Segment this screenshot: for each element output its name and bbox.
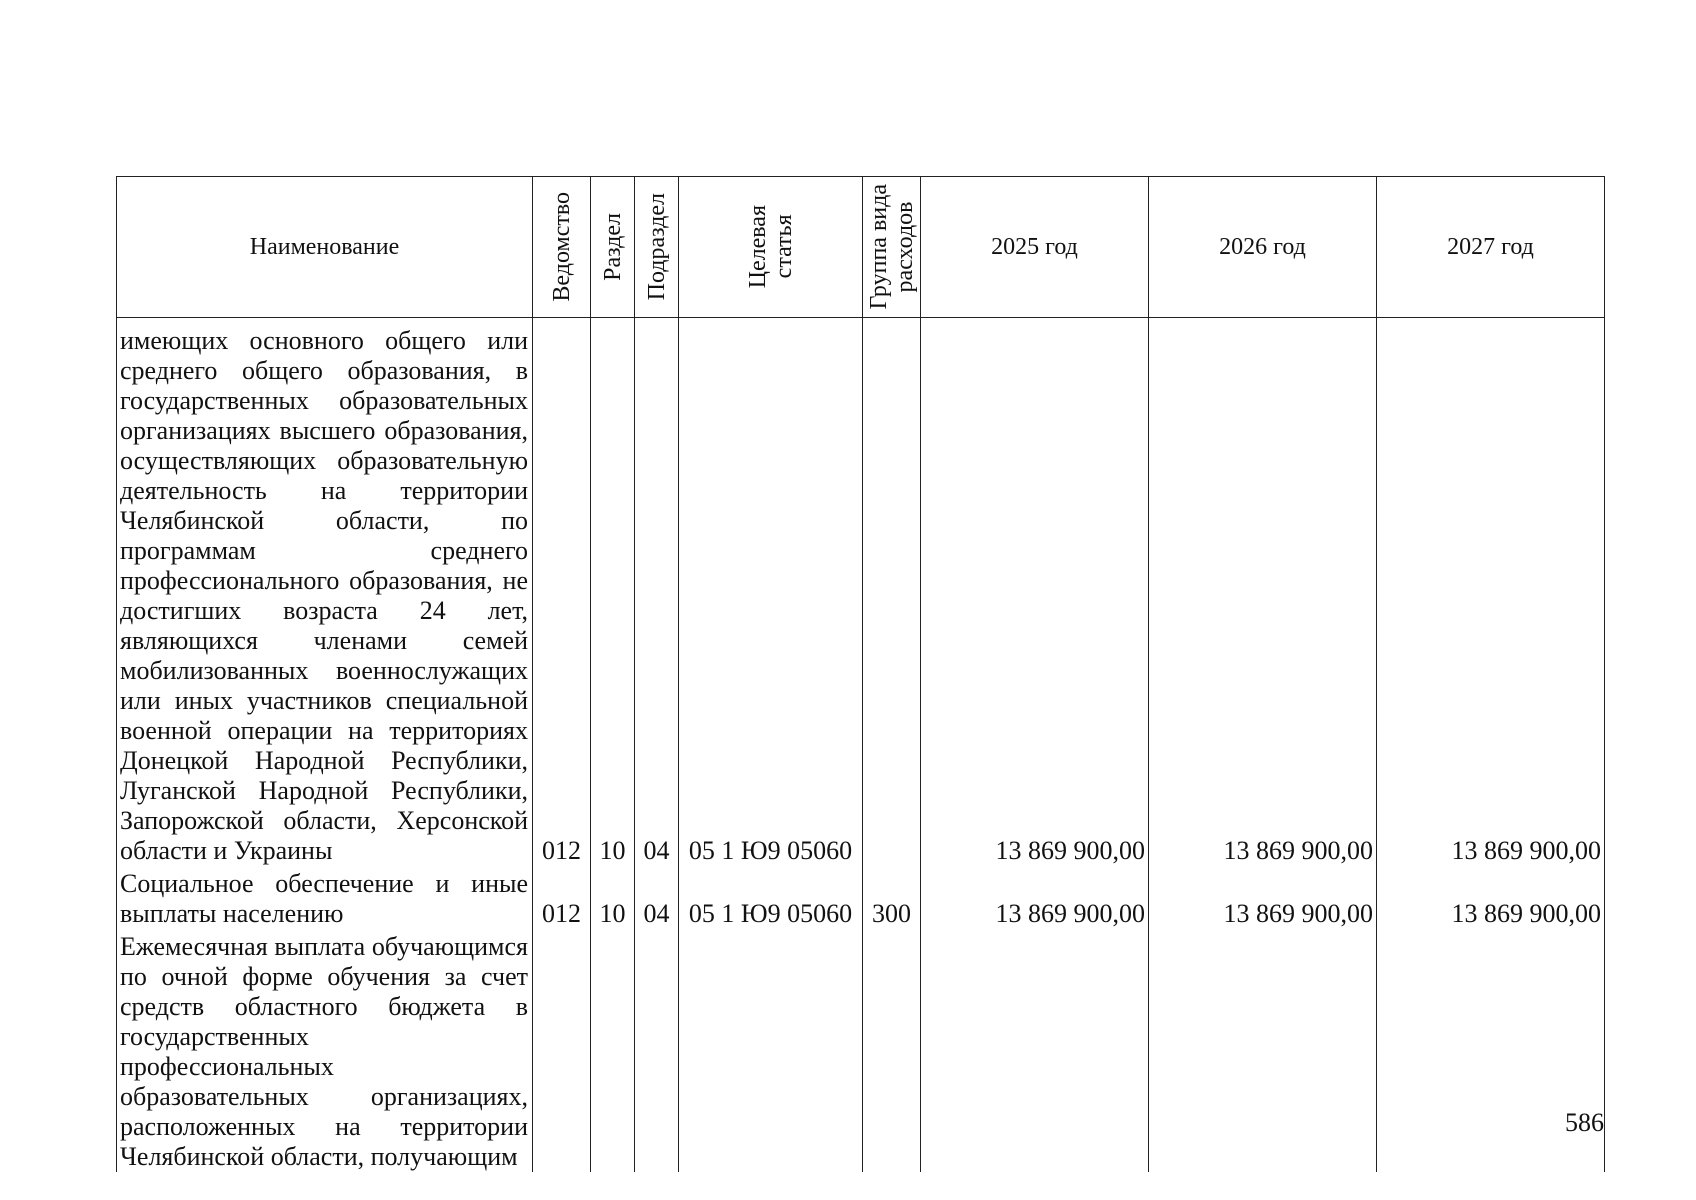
- row-2025: [921, 929, 1149, 1172]
- row-2026: [1149, 929, 1377, 1172]
- header-celevaya-line2: статья: [770, 215, 797, 279]
- row-vedomstvo: 012: [533, 866, 591, 929]
- header-gruppa: [863, 177, 921, 318]
- budget-table: [116, 176, 1605, 1172]
- row-razdel: [591, 929, 635, 1172]
- header-2025: 2025 год: [921, 177, 1149, 318]
- row-2027: 13 869 900,00: [1377, 318, 1605, 867]
- row-celevaya: 05 1 Ю9 05060: [679, 866, 863, 929]
- row-2026: 13 869 900,00: [1149, 318, 1377, 867]
- row-2025: 13 869 900,00: [921, 318, 1149, 867]
- row-2026: 13 869 900,00: [1149, 866, 1377, 929]
- header-gruppa-line1: Группа вида: [865, 184, 892, 310]
- table-row: [117, 318, 1605, 867]
- table-row: [117, 866, 1605, 929]
- header-podrazdel: [635, 177, 679, 318]
- table-row: [117, 929, 1605, 1172]
- header-2027: 2027 год: [1377, 177, 1605, 318]
- row-razdel: 10: [591, 866, 635, 929]
- row-podrazdel: 04: [635, 318, 679, 867]
- header-vedomstvo-label: Ведомство: [548, 192, 575, 302]
- row-name: Ежемесячная выплата обучающимся по очной форме обучения за счет средств областного бюджета в государственных профессиональных образовательных организациях, расположенных на территории Челябинской области, получающим: [117, 929, 533, 1172]
- row-podrazdel: 04: [635, 866, 679, 929]
- header-gruppa-label: [866, 184, 918, 309]
- row-celevaya: 05 1 Ю9 05060: [679, 318, 863, 867]
- row-2027: 13 869 900,00: [1377, 866, 1605, 929]
- header-razdel: [591, 177, 635, 318]
- header-row: [117, 177, 1605, 318]
- row-vedomstvo: [533, 929, 591, 1172]
- header-name: Наименование: [117, 177, 533, 318]
- header-celevaya-line1: Целевая: [744, 205, 771, 289]
- header-razdel-label: Раздел: [599, 213, 626, 281]
- row-podrazdel: [635, 929, 679, 1172]
- row-celevaya: [679, 929, 863, 1172]
- row-vedomstvo: 012: [533, 318, 591, 867]
- page-number: 586: [1565, 1108, 1604, 1137]
- header-vedomstvo: [533, 177, 591, 318]
- row-name: Социальное обеспечение и иные выплаты населению: [117, 866, 533, 929]
- row-gruppa: [863, 929, 921, 1172]
- header-podrazdel-label: Подраздел: [643, 193, 670, 301]
- row-2025: 13 869 900,00: [921, 866, 1149, 929]
- row-gruppa: 300: [863, 866, 921, 929]
- header-celevaya-label: [745, 205, 797, 288]
- header-2026: 2026 год: [1149, 177, 1377, 318]
- header-gruppa-line2: расходов: [891, 201, 918, 293]
- row-razdel: 10: [591, 318, 635, 867]
- row-name: имеющих основного общего или среднего общего образования, в государственных образовательных организациях высшего образования, осуществляющих образовательную деятельность на территории Челябинской области, по программам среднего профессионального образования, не достигших возраста 24 лет, являющихся членами семей мобилизованных военнослужащих или иных участников специальной военной операции на территориях Донецкой Народной Республики, Луганской Народной Республики, Запорожской области, Херсонской области и Украины: [117, 318, 533, 867]
- row-gruppa: [863, 318, 921, 867]
- header-celevaya: [679, 177, 863, 318]
